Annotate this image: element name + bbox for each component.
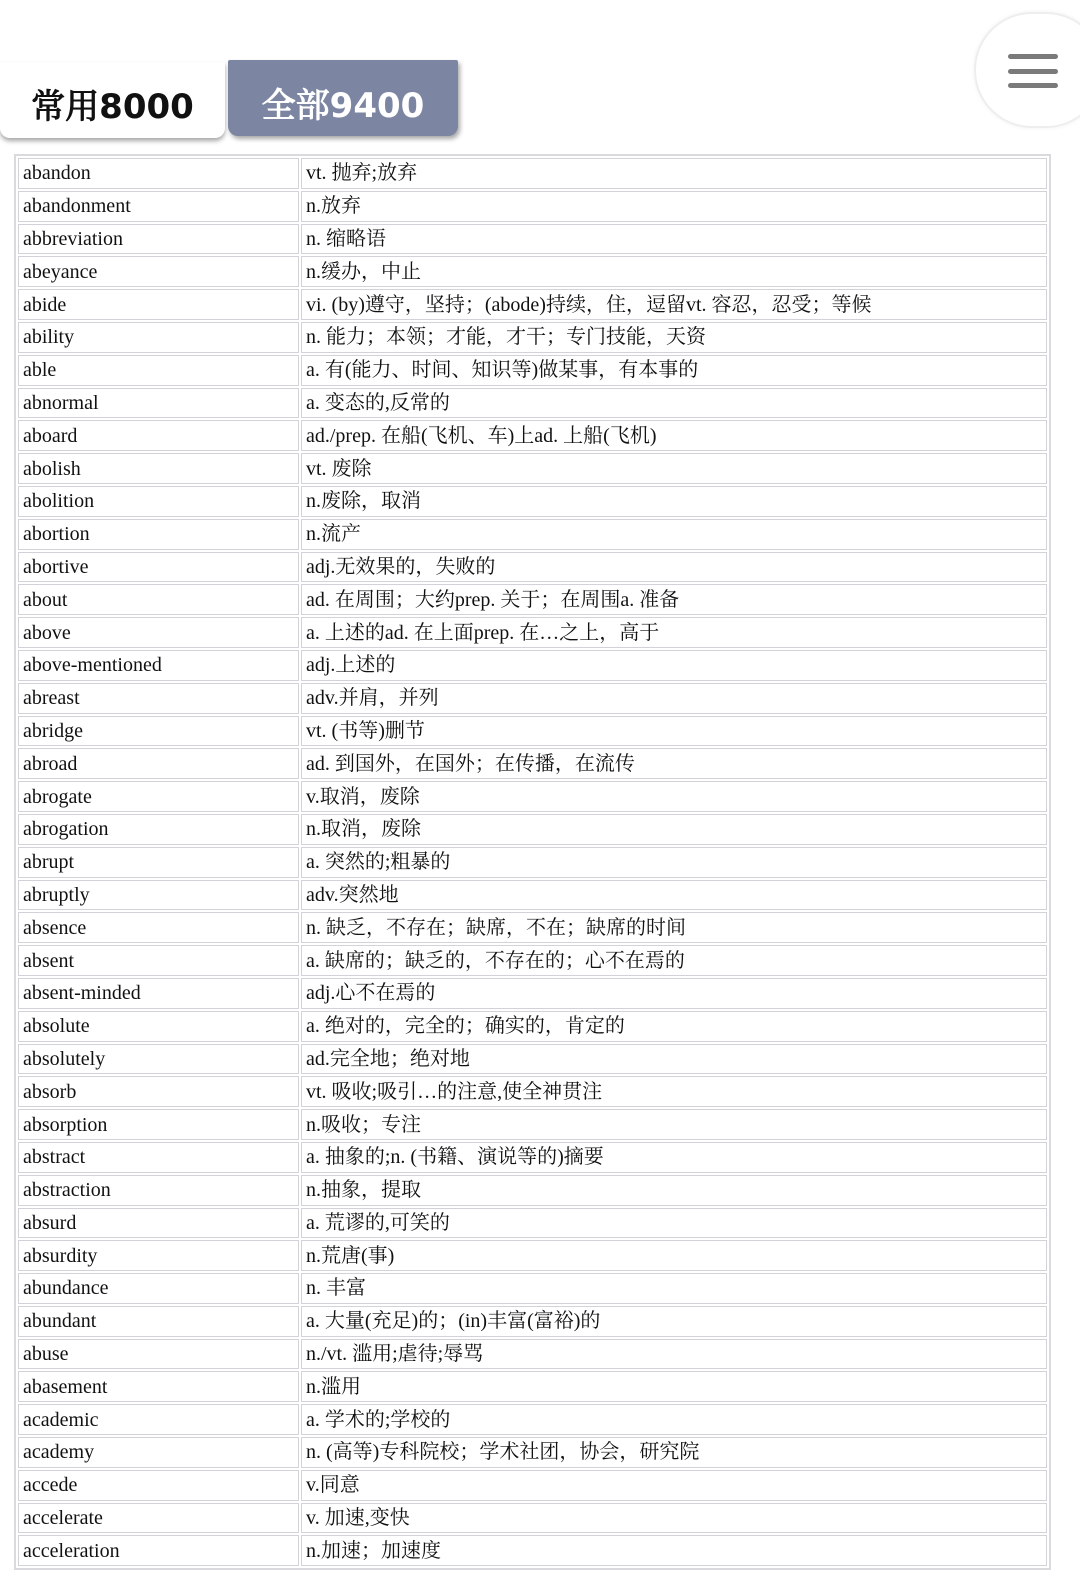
definition-cell: a. 绝对的，完全的；确实的，肯定的: [301, 1011, 1047, 1042]
word-cell: abandon: [18, 158, 299, 189]
word-cell: abasement: [18, 1371, 299, 1402]
word-cell: abortive: [18, 552, 299, 583]
table-row: [18, 1011, 1047, 1042]
word-cell: abnormal: [18, 388, 299, 419]
word-cell: absurd: [18, 1208, 299, 1239]
table-row: [18, 978, 1047, 1009]
table-row: [18, 945, 1047, 976]
table-row: [18, 1437, 1047, 1468]
word-cell: above-mentioned: [18, 650, 299, 681]
definition-cell: adv.突然地: [301, 880, 1047, 911]
definition-cell: n.吸收；专注: [301, 1109, 1047, 1140]
definition-cell: ad. 到国外，在国外；在传播，在流传: [301, 748, 1047, 779]
word-cell: abolish: [18, 453, 299, 484]
table-row: [18, 453, 1047, 484]
word-cell: accede: [18, 1470, 299, 1501]
table-row: [18, 486, 1047, 517]
word-cell: abeyance: [18, 256, 299, 287]
definition-cell: n. (高等)专科院校；学术社团，协会，研究院: [301, 1437, 1047, 1468]
definition-cell: vt. (书等)删节: [301, 716, 1047, 747]
definition-cell: n.荒唐(事): [301, 1240, 1047, 1271]
word-cell: abrogation: [18, 814, 299, 845]
definition-cell: n. 能力；本领；才能，才干；专门技能，天资: [301, 322, 1047, 353]
definition-cell: n.加速；加速度: [301, 1535, 1047, 1566]
word-cell: absent: [18, 945, 299, 976]
word-cell: abruptly: [18, 880, 299, 911]
word-cell: abortion: [18, 519, 299, 550]
table-row: [18, 716, 1047, 747]
word-cell: absence: [18, 912, 299, 943]
tab-common-8000[interactable]: 常用8000: [0, 62, 225, 138]
table-row: [18, 814, 1047, 845]
table-row: [18, 1175, 1047, 1206]
definition-cell: ad.完全地；绝对地: [301, 1044, 1047, 1075]
table-row: [18, 617, 1047, 648]
definition-cell: n./vt. 滥用;虐待;辱骂: [301, 1339, 1047, 1370]
table-row: [18, 1339, 1047, 1370]
table-row: [18, 1535, 1047, 1566]
table-row: [18, 1404, 1047, 1435]
word-cell: abide: [18, 289, 299, 320]
table-row: [18, 584, 1047, 615]
table-row: [18, 1240, 1047, 1271]
word-cell: acceleration: [18, 1535, 299, 1566]
word-cell: able: [18, 355, 299, 386]
definition-cell: vi. (by)遵守，坚持；(abode)持续，住，逗留vt. 容忍，忍受；等候: [301, 289, 1047, 320]
vocabulary-table: [14, 154, 1051, 1570]
definition-cell: adj.上述的: [301, 650, 1047, 681]
definition-cell: a. 有(能力、时间、知识等)做某事，有本事的: [301, 355, 1047, 386]
menu-button[interactable]: [974, 12, 1080, 128]
table-row: [18, 1273, 1047, 1304]
word-cell: about: [18, 584, 299, 615]
definition-cell: a. 突然的;粗暴的: [301, 847, 1047, 878]
table-row: [18, 355, 1047, 386]
table-row: [18, 650, 1047, 681]
definition-cell: vt. 吸收;吸引…的注意,使全神贯注: [301, 1076, 1047, 1107]
word-cell: absent-minded: [18, 978, 299, 1009]
word-cell: abolition: [18, 486, 299, 517]
table-row: [18, 781, 1047, 812]
word-cell: abstraction: [18, 1175, 299, 1206]
definition-cell: a. 缺席的；缺乏的，不存在的；心不在焉的: [301, 945, 1047, 976]
table-row: [18, 748, 1047, 779]
table-row: [18, 1371, 1047, 1402]
word-cell: accelerate: [18, 1503, 299, 1534]
tab-all-9400[interactable]: 全部9400: [228, 60, 458, 136]
definition-cell: n.流产: [301, 519, 1047, 550]
definition-cell: adj.无效果的，失败的: [301, 552, 1047, 583]
table-row: [18, 1109, 1047, 1140]
word-cell: abroad: [18, 748, 299, 779]
definition-cell: n.放弃: [301, 191, 1047, 222]
table-row: [18, 912, 1047, 943]
table-row: [18, 519, 1047, 550]
table-row: [18, 1044, 1047, 1075]
word-cell: absolutely: [18, 1044, 299, 1075]
table-row: [18, 1208, 1047, 1239]
word-cell: abrogate: [18, 781, 299, 812]
word-cell: absurdity: [18, 1240, 299, 1271]
word-cell: abbreviation: [18, 224, 299, 255]
table-row: [18, 1076, 1047, 1107]
table-row: [18, 388, 1047, 419]
table-row: [18, 683, 1047, 714]
definition-cell: vt. 废除: [301, 453, 1047, 484]
word-cell: abridge: [18, 716, 299, 747]
definition-cell: a. 变态的,反常的: [301, 388, 1047, 419]
word-cell: abreast: [18, 683, 299, 714]
definition-cell: n.抽象，提取: [301, 1175, 1047, 1206]
word-cell: absorption: [18, 1109, 299, 1140]
word-cell: ability: [18, 322, 299, 353]
table-row: [18, 420, 1047, 451]
definition-cell: n.废除，取消: [301, 486, 1047, 517]
definition-cell: a. 学术的;学校的: [301, 1404, 1047, 1435]
definition-cell: n.滥用: [301, 1371, 1047, 1402]
word-cell: abrupt: [18, 847, 299, 878]
definition-cell: vt. 抛弃;放弃: [301, 158, 1047, 189]
table-row: [18, 552, 1047, 583]
definition-cell: v.取消，废除: [301, 781, 1047, 812]
word-cell: absolute: [18, 1011, 299, 1042]
table-row: [18, 1470, 1047, 1501]
word-cell: abundant: [18, 1306, 299, 1337]
word-cell: abandonment: [18, 191, 299, 222]
table-row: [18, 847, 1047, 878]
definition-cell: ad. 在周围；大约prep. 关于；在周围a. 准备: [301, 584, 1047, 615]
word-cell: academic: [18, 1404, 299, 1435]
word-cell: academy: [18, 1437, 299, 1468]
table-row: [18, 1503, 1047, 1534]
definition-cell: v.同意: [301, 1470, 1047, 1501]
definition-cell: a. 大量(充足)的；(in)丰富(富裕)的: [301, 1306, 1047, 1337]
table-row: [18, 322, 1047, 353]
definition-cell: adj.心不在焉的: [301, 978, 1047, 1009]
hamburger-menu-icon: [1008, 54, 1058, 90]
table-row: [18, 289, 1047, 320]
word-cell: aboard: [18, 420, 299, 451]
definition-cell: a. 荒谬的,可笑的: [301, 1208, 1047, 1239]
table-row: [18, 224, 1047, 255]
definition-cell: n.缓办，中止: [301, 256, 1047, 287]
definition-cell: n.取消，废除: [301, 814, 1047, 845]
word-cell: abstract: [18, 1142, 299, 1173]
definition-cell: a. 抽象的;n. (书籍、演说等的)摘要: [301, 1142, 1047, 1173]
table-row: [18, 191, 1047, 222]
table-row: [18, 880, 1047, 911]
definition-cell: adv.并肩，并列: [301, 683, 1047, 714]
definition-cell: n. 丰富: [301, 1273, 1047, 1304]
table-row: [18, 256, 1047, 287]
definition-cell: v. 加速,变快: [301, 1503, 1047, 1534]
vocabulary-table-body: [18, 158, 1047, 1566]
table-row: [18, 1306, 1047, 1337]
definition-cell: n. 缩略语: [301, 224, 1047, 255]
word-cell: above: [18, 617, 299, 648]
word-cell: abuse: [18, 1339, 299, 1370]
table-row: [18, 158, 1047, 189]
word-cell: absorb: [18, 1076, 299, 1107]
definition-cell: a. 上述的ad. 在上面prep. 在…之上，高于: [301, 617, 1047, 648]
definition-cell: n. 缺乏，不存在；缺席，不在；缺席的时间: [301, 912, 1047, 943]
word-cell: abundance: [18, 1273, 299, 1304]
table-row: [18, 1142, 1047, 1173]
definition-cell: ad./prep. 在船(飞机、车)上ad. 上船(飞机): [301, 420, 1047, 451]
